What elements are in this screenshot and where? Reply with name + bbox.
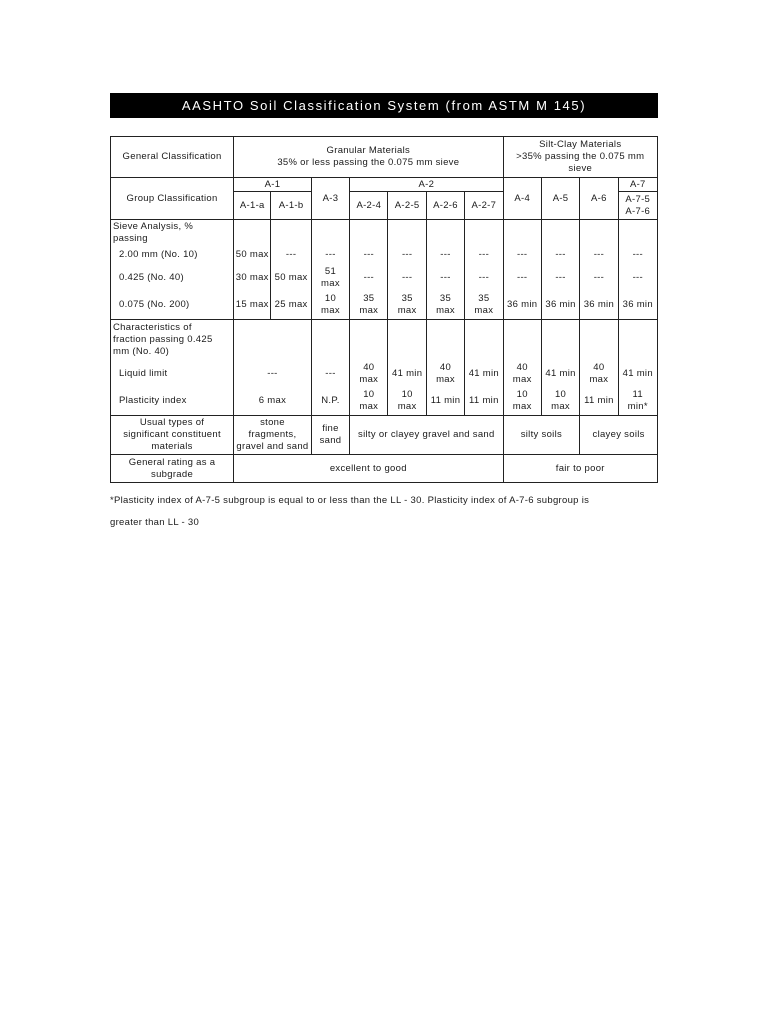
- sieve-cell: 36 min: [541, 292, 579, 320]
- materials-a2: silty or clayey gravel and sand: [350, 416, 503, 455]
- plasticity-index-cell: 11 min*: [618, 388, 657, 416]
- materials-clayey: clayey soils: [580, 416, 658, 455]
- sieve-cell: 35 max: [350, 292, 388, 320]
- sieve-cell: ---: [580, 264, 618, 292]
- sieve-cell: ---: [541, 264, 579, 292]
- sieve-cell: ---: [426, 246, 464, 264]
- plasticity-index-cell: 11 min: [580, 388, 618, 416]
- materials-a3: fine sand: [311, 416, 349, 455]
- sieve-cell: ---: [388, 246, 426, 264]
- liquid-limit-a1: ---: [234, 360, 312, 388]
- subgroup-a1b: A-1-b: [271, 192, 311, 220]
- group-a7: A-7: [618, 178, 657, 192]
- liquid-limit-cell: 40 max: [580, 360, 618, 388]
- sieve-cell: 35 max: [426, 292, 464, 320]
- subgroup-a27: A-2-7: [465, 192, 503, 220]
- sieve-cell: 35 max: [388, 292, 426, 320]
- sieve-cell: 36 min: [618, 292, 657, 320]
- plasticity-index-a3: N.P.: [311, 388, 349, 416]
- group-a2: A-2: [350, 178, 503, 192]
- sieve-cell: ---: [465, 264, 503, 292]
- sieve-cell: 50 max: [234, 246, 271, 264]
- silt-clay-materials-header: Silt-Clay Materials >35% passing the 0.075 mm sieve: [503, 137, 657, 178]
- footnote: *Plasticity index of A-7-5 subgroup is equal to or less than the LL - 30. Plasticity index of A-7-6 subgroup is greater than LL - 30: [110, 495, 590, 528]
- characteristics-label: Characteristics of fraction passing 0.425 mm (No. 40): [111, 320, 234, 360]
- sieve-row-label: 2.00 mm (No. 10): [111, 246, 234, 264]
- liquid-limit-cell: 41 min: [388, 360, 426, 388]
- plasticity-index-cell: 11 min: [465, 388, 503, 416]
- sieve-row-label: 0.075 (No. 200): [111, 292, 234, 320]
- group-a4: A-4: [503, 178, 541, 220]
- liquid-limit-label: Liquid limit: [111, 360, 234, 388]
- liquid-limit-a3: ---: [311, 360, 349, 388]
- plasticity-index-label: Plasticity index: [111, 388, 234, 416]
- materials-silty: silty soils: [503, 416, 580, 455]
- sieve-analysis-label: Sieve Analysis, % passing: [111, 220, 234, 246]
- plasticity-index-cell: 10 max: [503, 388, 541, 416]
- sieve-cell: ---: [503, 246, 541, 264]
- subgroup-a7: A-7-5 A-7-6: [618, 192, 657, 220]
- group-a6: A-6: [580, 178, 618, 220]
- plasticity-index-cell: 11 min: [426, 388, 464, 416]
- sieve-cell: 36 min: [503, 292, 541, 320]
- liquid-limit-cell: 40 max: [426, 360, 464, 388]
- sieve-cell: ---: [350, 264, 388, 292]
- subgroup-a24: A-2-4: [350, 192, 388, 220]
- sieve-cell: 51 max: [311, 264, 349, 292]
- page-title: AASHTO Soil Classification System (from ASTM M 145): [110, 93, 658, 118]
- subgroup-a1a: A-1-a: [234, 192, 271, 220]
- group-a5: A-5: [541, 178, 579, 220]
- sieve-cell: 35 max: [465, 292, 503, 320]
- liquid-limit-cell: 40 max: [350, 360, 388, 388]
- sieve-cell: ---: [271, 246, 311, 264]
- subgroup-a25: A-2-5: [388, 192, 426, 220]
- aashto-classification-table: [110, 136, 658, 483]
- sieve-cell: ---: [580, 246, 618, 264]
- plasticity-index-cell: 10 max: [350, 388, 388, 416]
- plasticity-index-cell: 10 max: [541, 388, 579, 416]
- materials-a1: stone fragments, gravel and sand: [234, 416, 312, 455]
- rating-silt-clay: fair to poor: [503, 455, 657, 483]
- materials-label: Usual types of significant constituent materials: [111, 416, 234, 455]
- rating-label: General rating as a subgrade: [111, 455, 234, 483]
- sieve-cell: ---: [426, 264, 464, 292]
- liquid-limit-cell: 40 max: [503, 360, 541, 388]
- plasticity-index-cell: 10 max: [388, 388, 426, 416]
- liquid-limit-cell: 41 min: [465, 360, 503, 388]
- sieve-cell: 50 max: [271, 264, 311, 292]
- sieve-cell: 10 max: [311, 292, 349, 320]
- sieve-row-label: 0.425 (No. 40): [111, 264, 234, 292]
- sieve-cell: ---: [388, 264, 426, 292]
- plasticity-index-a1: 6 max: [234, 388, 312, 416]
- sieve-cell: 15 max: [234, 292, 271, 320]
- general-classification-label: General Classification: [111, 137, 234, 178]
- group-a3: A-3: [311, 178, 349, 220]
- sieve-cell: ---: [311, 246, 349, 264]
- group-classification-label: Group Classification: [111, 178, 234, 220]
- sieve-cell: ---: [465, 246, 503, 264]
- liquid-limit-cell: 41 min: [541, 360, 579, 388]
- sieve-cell: ---: [503, 264, 541, 292]
- sieve-cell: ---: [541, 246, 579, 264]
- sieve-cell: 36 min: [580, 292, 618, 320]
- sieve-cell: ---: [618, 246, 657, 264]
- group-a1: A-1: [234, 178, 312, 192]
- liquid-limit-cell: 41 min: [618, 360, 657, 388]
- granular-materials-header: Granular Materials 35% or less passing the 0.075 mm sieve: [234, 137, 503, 178]
- rating-granular: excellent to good: [234, 455, 503, 483]
- sieve-cell: ---: [618, 264, 657, 292]
- sieve-cell: 30 max: [234, 264, 271, 292]
- sieve-cell: 25 max: [271, 292, 311, 320]
- subgroup-a26: A-2-6: [426, 192, 464, 220]
- sieve-cell: ---: [350, 246, 388, 264]
